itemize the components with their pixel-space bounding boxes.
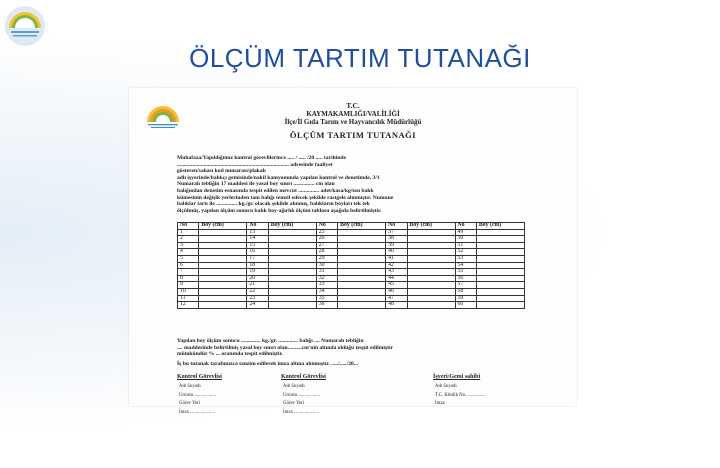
row-number-cell: 5 <box>178 255 199 262</box>
length-cell <box>407 249 455 256</box>
length-cell <box>199 302 247 309</box>
row-number-cell: 51 <box>455 242 476 249</box>
row-number-cell: 54 <box>455 262 476 269</box>
signature-field: İmza ..................... <box>179 409 215 415</box>
length-cell <box>199 249 247 256</box>
row-number-cell: 29 <box>316 255 337 262</box>
signature-field: Adı Soyadı <box>435 384 457 389</box>
length-cell <box>268 295 316 302</box>
length-cell <box>338 242 386 249</box>
signature-heading: Kontrol Görevlisi <box>281 374 326 380</box>
table-row <box>178 269 525 276</box>
org-line: T.C. <box>346 101 360 110</box>
column-header: Boy (cm) <box>338 223 386 230</box>
paragraph-line: Numaralı tebliğin 17 maddesi ile yasal boy sınırı ............... cm olan <box>177 181 335 188</box>
signature-field: İmza ..................... <box>283 409 319 415</box>
row-number-cell: 57 <box>455 282 476 289</box>
length-cell <box>476 262 524 269</box>
row-number-cell: 21 <box>247 282 268 289</box>
length-cell <box>199 269 247 276</box>
measurement-table <box>177 222 525 309</box>
length-cell <box>338 295 386 302</box>
length-cell <box>338 229 386 236</box>
length-cell <box>338 249 386 256</box>
signature-field: Adı Soyadı <box>283 384 305 389</box>
row-number-cell: 1 <box>178 229 199 236</box>
length-cell <box>338 255 386 262</box>
signature-heading: Kontrol Görevlisi <box>177 374 222 380</box>
length-cell <box>268 229 316 236</box>
row-number-cell: 27 <box>316 242 337 249</box>
length-cell <box>407 242 455 249</box>
column-header: Boy (cm) <box>268 223 316 230</box>
document-image <box>129 88 577 415</box>
org-line: KAYMAKAMLIĞI/VALİLİĞİ <box>306 110 400 118</box>
paragraph-line: adlı işyerinde/balıkçı gemisinde/nakil kamyonunda yapılan kontrol ve denetimde, 3/1 <box>177 174 380 181</box>
length-cell <box>199 295 247 302</box>
row-number-cell: 11 <box>178 295 199 302</box>
footer-line: .... maddesinde belirtilmiş yasal boy sınırı olan..........cm'nin altında olduğu tespit edilmiştir <box>177 344 394 351</box>
length-cell <box>476 295 524 302</box>
length-cell <box>476 288 524 295</box>
signature-block <box>281 374 401 417</box>
row-number-cell: 31 <box>316 269 337 276</box>
document-footer-text <box>177 338 537 367</box>
row-number-cell: 32 <box>316 275 337 282</box>
length-cell <box>199 288 247 295</box>
row-number-cell: 25 <box>316 229 337 236</box>
row-number-cell: 23 <box>247 295 268 302</box>
row-number-cell: 39 <box>386 242 407 249</box>
ministry-logo-icon <box>3 4 47 48</box>
length-cell <box>268 262 316 269</box>
signature-field: Unvanı .................. <box>283 392 320 398</box>
column-header: Boy (cm) <box>476 223 524 230</box>
length-cell <box>268 242 316 249</box>
document-title: ÖLÇÜM TARTIM TUTANAĞI <box>289 130 417 140</box>
row-number-cell: 46 <box>386 288 407 295</box>
signature-field: Unvanı .................. <box>179 392 216 398</box>
table-row <box>178 295 525 302</box>
row-number-cell: 56 <box>455 275 476 282</box>
row-number-cell: 59 <box>455 295 476 302</box>
column-header: No <box>386 223 407 230</box>
footer-line: Yapılan boy ölçüm sonucu .............. kg./gr. .............. balığı .... Numaralı tebliğin <box>177 338 364 344</box>
row-number-cell: 6 <box>178 262 199 269</box>
signature-heading: İşyeri/Gemi sahibi <box>433 374 481 380</box>
row-number-cell: 47 <box>386 295 407 302</box>
row-number-cell: 18 <box>247 262 268 269</box>
length-cell <box>199 242 247 249</box>
row-number-cell: 50 <box>455 236 476 243</box>
length-cell <box>476 255 524 262</box>
length-cell <box>338 262 386 269</box>
signature-field: Adı Soyadı <box>179 384 201 389</box>
row-number-cell: 19 <box>247 269 268 276</box>
length-cell <box>407 262 455 269</box>
signature-block <box>177 374 297 417</box>
paragraph-line: balığından denetim esnasında tespit edilen mevcut ............... adet/kasa/kg/ton balık <box>177 187 374 194</box>
length-cell <box>407 229 455 236</box>
column-header: No <box>316 223 337 230</box>
row-number-cell: 30 <box>316 262 337 269</box>
row-number-cell: 41 <box>386 255 407 262</box>
row-number-cell: 28 <box>316 249 337 256</box>
signature-section <box>177 374 537 414</box>
row-number-cell: 26 <box>316 236 337 243</box>
paragraph-line: gösteren/sahası kod numarası/plakalı <box>177 168 266 175</box>
row-number-cell: 35 <box>316 295 337 302</box>
length-cell <box>476 302 524 309</box>
length-cell <box>407 288 455 295</box>
row-number-cell: 13 <box>247 229 268 236</box>
row-number-cell: 2 <box>178 236 199 243</box>
table-row <box>178 262 525 269</box>
row-number-cell: 10 <box>178 288 199 295</box>
signature-field: T.C. Kimlik No................. <box>435 392 486 398</box>
table-row <box>178 288 525 295</box>
paragraph-line: ölçülmüş, yapılan ölçüm sonucu balık boy-ağırlık ölçüm tablosu aşağıda belirtilmiştir. <box>177 207 382 214</box>
row-number-cell: 24 <box>247 302 268 309</box>
row-number-cell: 52 <box>455 249 476 256</box>
length-cell <box>199 275 247 282</box>
length-cell <box>338 275 386 282</box>
row-number-cell: 4 <box>178 249 199 256</box>
table-header-row <box>178 223 525 230</box>
table-row <box>178 302 525 309</box>
length-cell <box>476 229 524 236</box>
length-cell <box>476 282 524 289</box>
org-line: İlçe/İl Gıda Tarım ve Hayvancılık Müdürlüğü <box>284 118 422 126</box>
row-number-cell: 44 <box>386 275 407 282</box>
row-number-cell: 43 <box>386 269 407 276</box>
length-cell <box>476 275 524 282</box>
row-number-cell: 38 <box>386 236 407 243</box>
length-cell <box>268 255 316 262</box>
row-number-cell: 36 <box>316 302 337 309</box>
footer-line: mümkündür % ... oranında tespit edilmiştir. <box>177 351 283 358</box>
length-cell <box>268 275 316 282</box>
signature-field: Görev Yeri <box>283 401 305 406</box>
length-cell <box>199 236 247 243</box>
footer-line: İş bu tutanak tarafımızca tanzim edilerek imza altına alınmıştır. ...../...../20... <box>177 360 359 367</box>
column-header: No <box>247 223 268 230</box>
signature-block <box>433 374 553 409</box>
signature-field: Görev Yeri <box>179 401 201 406</box>
table-row <box>178 282 525 289</box>
length-cell <box>407 302 455 309</box>
row-number-cell: 15 <box>247 242 268 249</box>
paragraph-line: Muhafaza/Yapıldığımız kontrol görevlilerince ..... / ..... /20 ..... tarihinde <box>177 155 346 161</box>
length-cell <box>407 269 455 276</box>
row-number-cell: 33 <box>316 282 337 289</box>
paragraph-line: ................................................................................ adresinde faaliyet <box>177 161 333 168</box>
row-number-cell: 49 <box>455 229 476 236</box>
length-cell <box>407 236 455 243</box>
length-cell <box>338 236 386 243</box>
document-paragraph <box>177 155 537 214</box>
length-cell <box>407 255 455 262</box>
length-cell <box>199 229 247 236</box>
length-cell <box>407 295 455 302</box>
length-cell <box>476 242 524 249</box>
length-cell <box>199 282 247 289</box>
table-row <box>178 236 525 243</box>
row-number-cell: 16 <box>247 249 268 256</box>
row-number-cell: 58 <box>455 288 476 295</box>
row-number-cell: 53 <box>455 255 476 262</box>
organization-header <box>129 102 577 126</box>
column-header: No <box>178 223 199 230</box>
column-header: No <box>455 223 476 230</box>
row-number-cell: 60 <box>455 302 476 309</box>
row-number-cell: 45 <box>386 282 407 289</box>
table-row <box>178 255 525 262</box>
row-number-cell: 7 <box>178 269 199 276</box>
row-number-cell: 40 <box>386 249 407 256</box>
table-row <box>178 249 525 256</box>
length-cell <box>338 282 386 289</box>
paragraph-line: kümesinin değişik yerlerinden tam balığı temsil edecek şekilde rastgele alınmıştır. Numune <box>177 194 394 201</box>
length-cell <box>199 255 247 262</box>
row-number-cell: 20 <box>247 275 268 282</box>
table-row <box>178 242 525 249</box>
length-cell <box>476 249 524 256</box>
row-number-cell: 22 <box>247 288 268 295</box>
length-cell <box>338 269 386 276</box>
row-number-cell: 48 <box>386 302 407 309</box>
length-cell <box>338 288 386 295</box>
length-cell <box>476 236 524 243</box>
length-cell <box>407 282 455 289</box>
row-number-cell: 9 <box>178 282 199 289</box>
length-cell <box>268 249 316 256</box>
signature-field: İmza <box>435 401 445 406</box>
row-number-cell: 55 <box>455 269 476 276</box>
row-number-cell: 37 <box>386 229 407 236</box>
length-cell <box>268 236 316 243</box>
length-cell <box>407 275 455 282</box>
length-cell <box>268 269 316 276</box>
row-number-cell: 3 <box>178 242 199 249</box>
row-number-cell: 17 <box>247 255 268 262</box>
row-number-cell: 34 <box>316 288 337 295</box>
length-cell <box>268 288 316 295</box>
column-header: Boy (cm) <box>199 223 247 230</box>
page-title: ÖLÇÜM TARTIM TUTANAĞI <box>189 43 531 73</box>
column-header: Boy (cm) <box>407 223 455 230</box>
row-number-cell: 8 <box>178 275 199 282</box>
length-cell <box>268 302 316 309</box>
row-number-cell: 14 <box>247 236 268 243</box>
length-cell <box>268 282 316 289</box>
table-row <box>178 229 525 236</box>
length-cell <box>476 269 524 276</box>
length-cell <box>338 302 386 309</box>
length-cell <box>199 262 247 269</box>
paragraph-line: balıklar tartı ile ............... kg./gr. olacak şekilde alınmış, balıkların boyları tek tek <box>177 201 370 208</box>
row-number-cell: 12 <box>178 302 199 309</box>
row-number-cell: 42 <box>386 262 407 269</box>
table-row <box>178 275 525 282</box>
